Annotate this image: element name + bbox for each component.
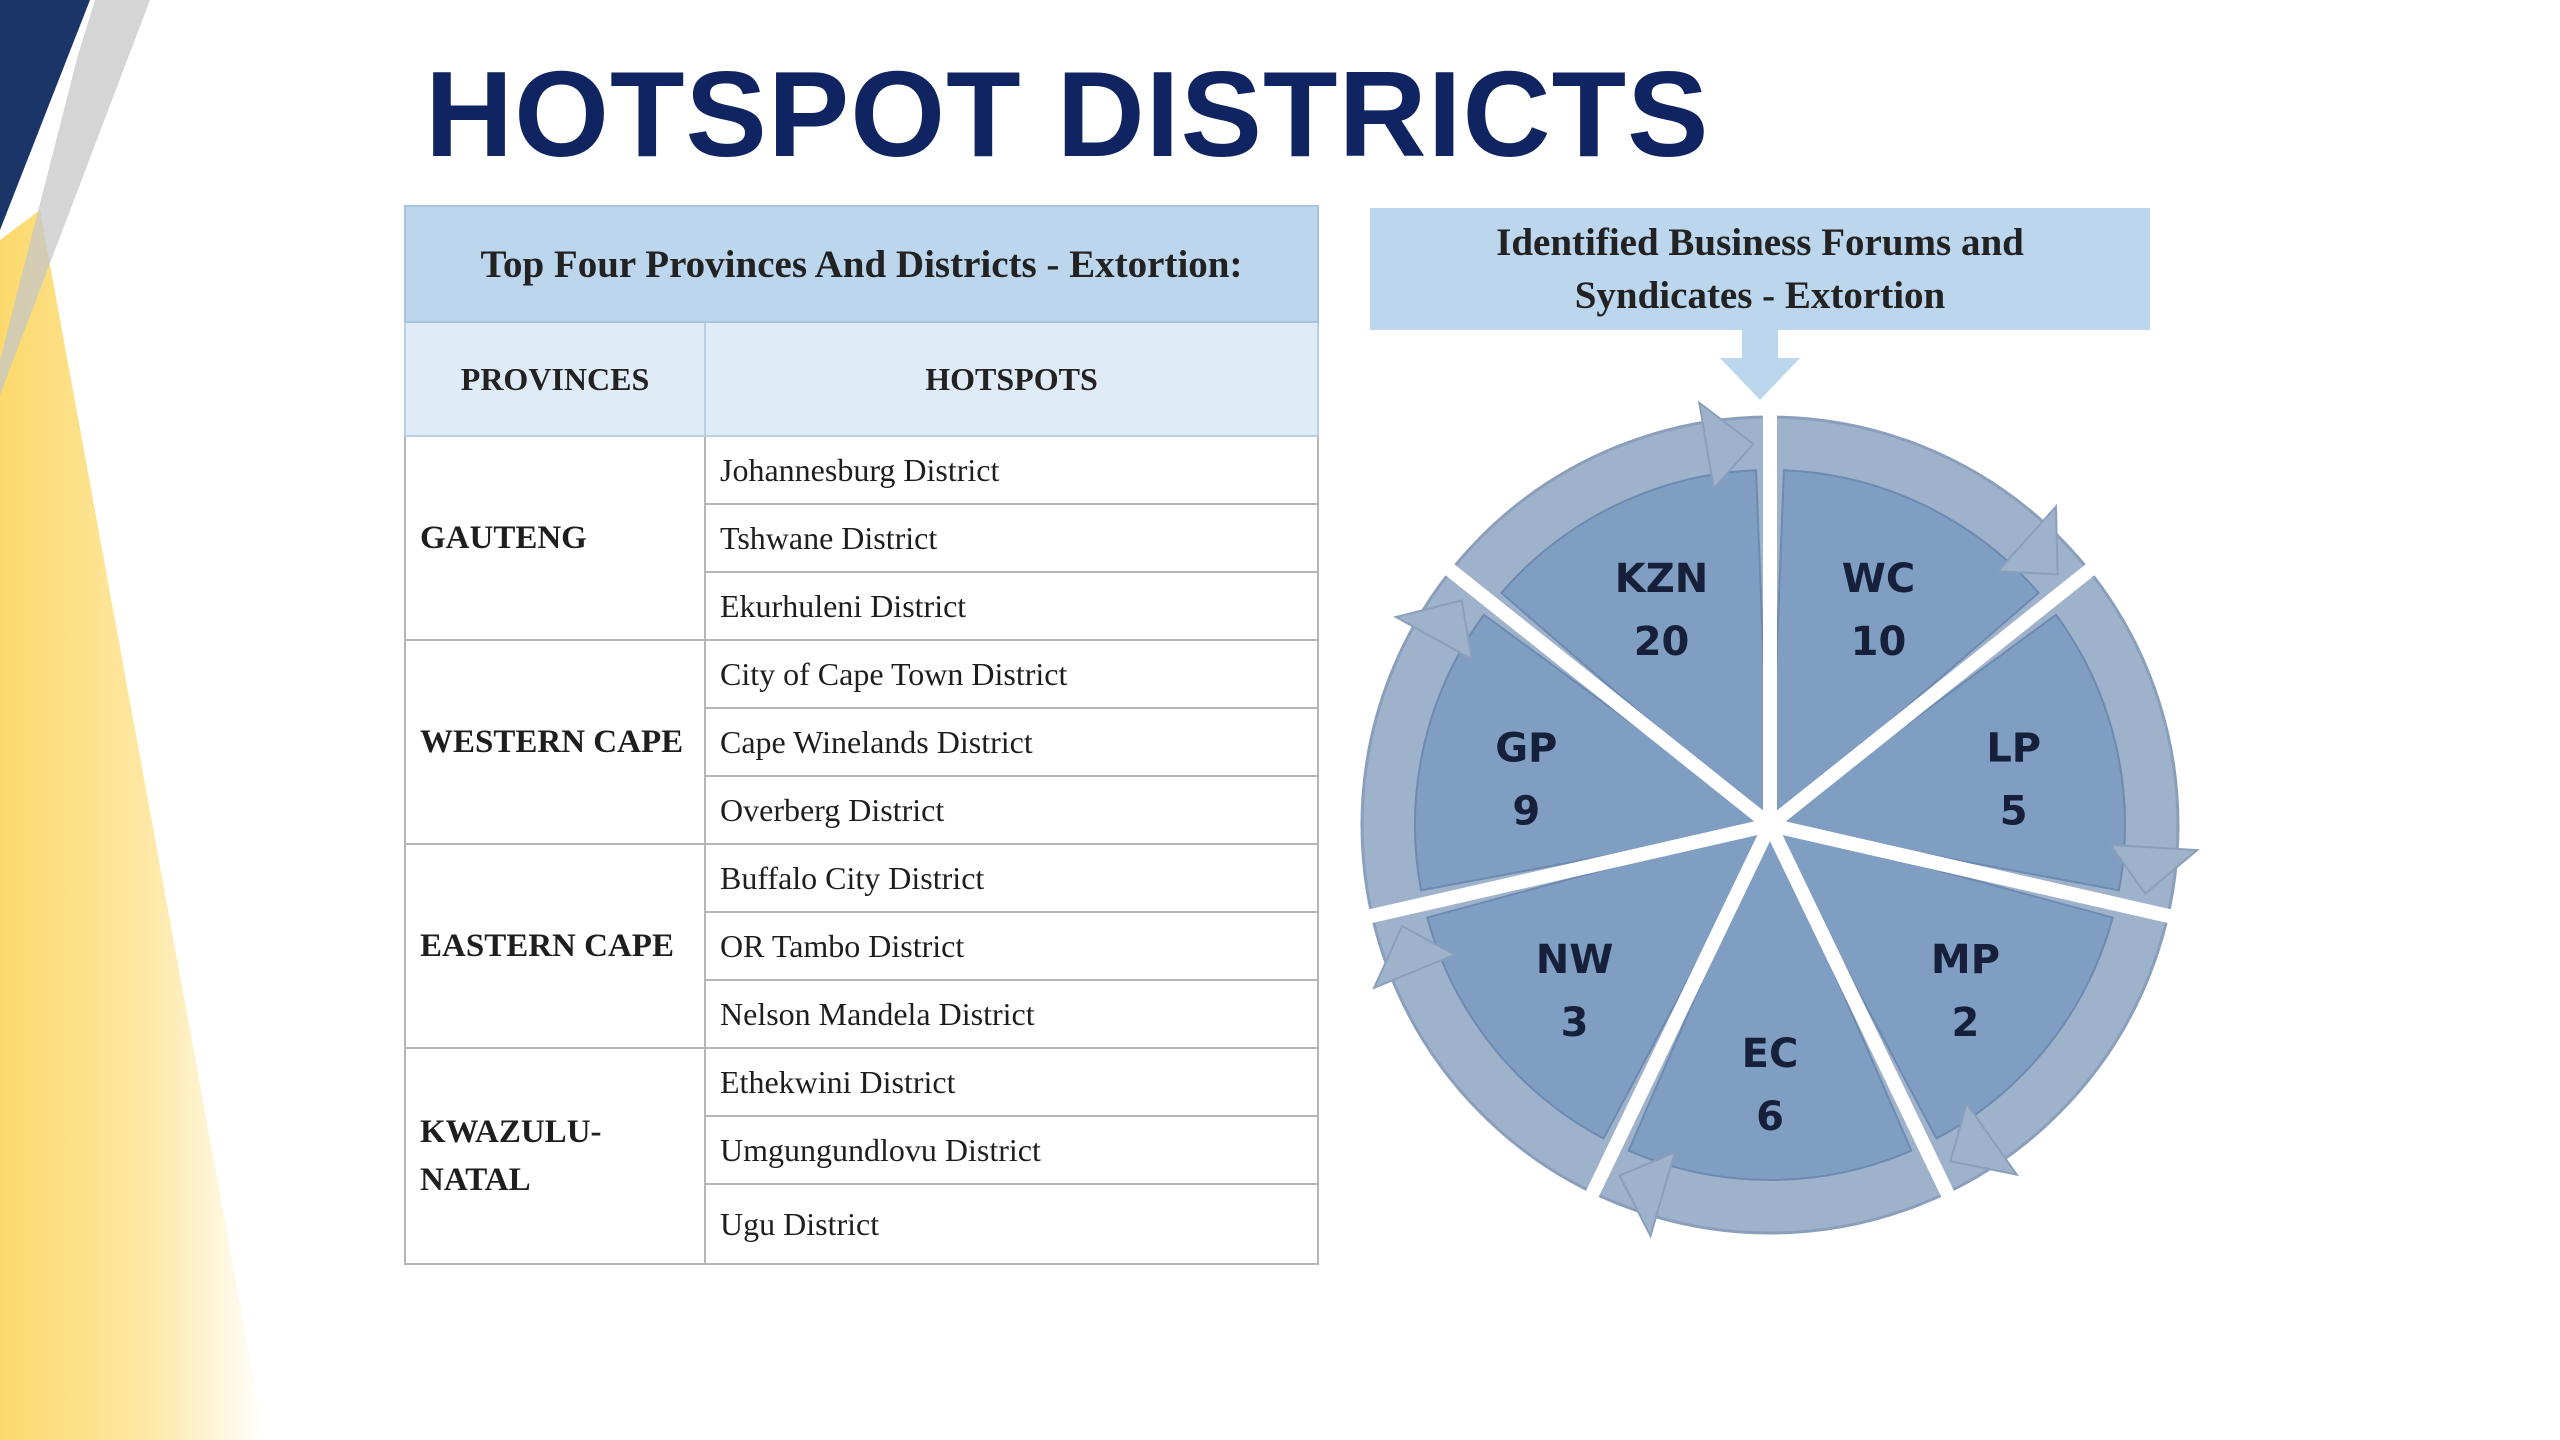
- segment-code-label: EC: [1741, 1031, 1799, 1077]
- district-cell: Tshwane District: [705, 504, 1318, 572]
- table-row: [405, 436, 1318, 504]
- district-cell: Johannesburg District: [705, 436, 1318, 504]
- hotspots-header: HOTSPOTS: [705, 322, 1318, 436]
- segment-value-label: 9: [1512, 788, 1541, 835]
- forums-title-line1: Identified Business Forums and: [1496, 221, 2024, 264]
- district-cell: Nelson Mandela District: [705, 980, 1318, 1048]
- table-caption: Top Four Provinces And Districts - Extortion:: [405, 206, 1318, 322]
- page-title: HOTSPOT DISTRICTS: [425, 46, 1710, 182]
- district-cell: Buffalo City District: [705, 844, 1318, 912]
- district-cell: Ekurhuleni District: [705, 572, 1318, 640]
- table-row: [405, 640, 1318, 708]
- district-cell: Ethekwini District: [705, 1048, 1318, 1116]
- forums-title-line2: Syndicates - Extortion: [1574, 274, 1946, 317]
- segment-code-label: MP: [1930, 936, 2001, 983]
- segment-code-label: NW: [1535, 936, 1614, 983]
- province-western-cape: WESTERN CAPE: [405, 640, 705, 844]
- district-cell: Umgungundlovu District: [705, 1116, 1318, 1184]
- district-cell: City of Cape Town District: [705, 640, 1318, 708]
- district-cell: Ugu District: [705, 1184, 1318, 1264]
- hotspot-table: [404, 205, 1319, 1265]
- provinces-header: PROVINCES: [405, 322, 705, 436]
- province-kwazulu-natal: KWAZULU- NATAL: [405, 1048, 705, 1264]
- segment-code-label: LP: [1986, 725, 2042, 772]
- province-eastern-cape: EASTERN CAPE: [405, 844, 705, 1048]
- province-gauteng: GAUTENG: [405, 436, 705, 640]
- segment-value-label: 10: [1850, 618, 1907, 665]
- down-arrow-icon: [1720, 328, 1800, 400]
- segment-value-label: 3: [1560, 999, 1589, 1046]
- yellow-gradient-band: [0, 210, 265, 1440]
- segment-value-label: 5: [1999, 788, 2028, 835]
- segment-value-label: 6: [1756, 1094, 1784, 1140]
- district-cell: Cape Winelands District: [705, 708, 1318, 776]
- table-caption-row: [405, 206, 1318, 322]
- segment-code-label: GP: [1495, 725, 1558, 772]
- segment-value-label: 2: [1951, 999, 1980, 1046]
- table-row: [405, 844, 1318, 912]
- district-cell: Overberg District: [705, 776, 1318, 844]
- segment-code-label: WC: [1841, 555, 1916, 602]
- segment-code-label: KZN: [1614, 555, 1709, 602]
- table-header-row: [405, 322, 1318, 436]
- cycle-diagram: [1340, 395, 2200, 1255]
- table-row: [405, 1048, 1318, 1116]
- district-cell: OR Tambo District: [705, 912, 1318, 980]
- forums-title-box: [1370, 208, 2150, 330]
- segment-value-label: 20: [1633, 618, 1690, 665]
